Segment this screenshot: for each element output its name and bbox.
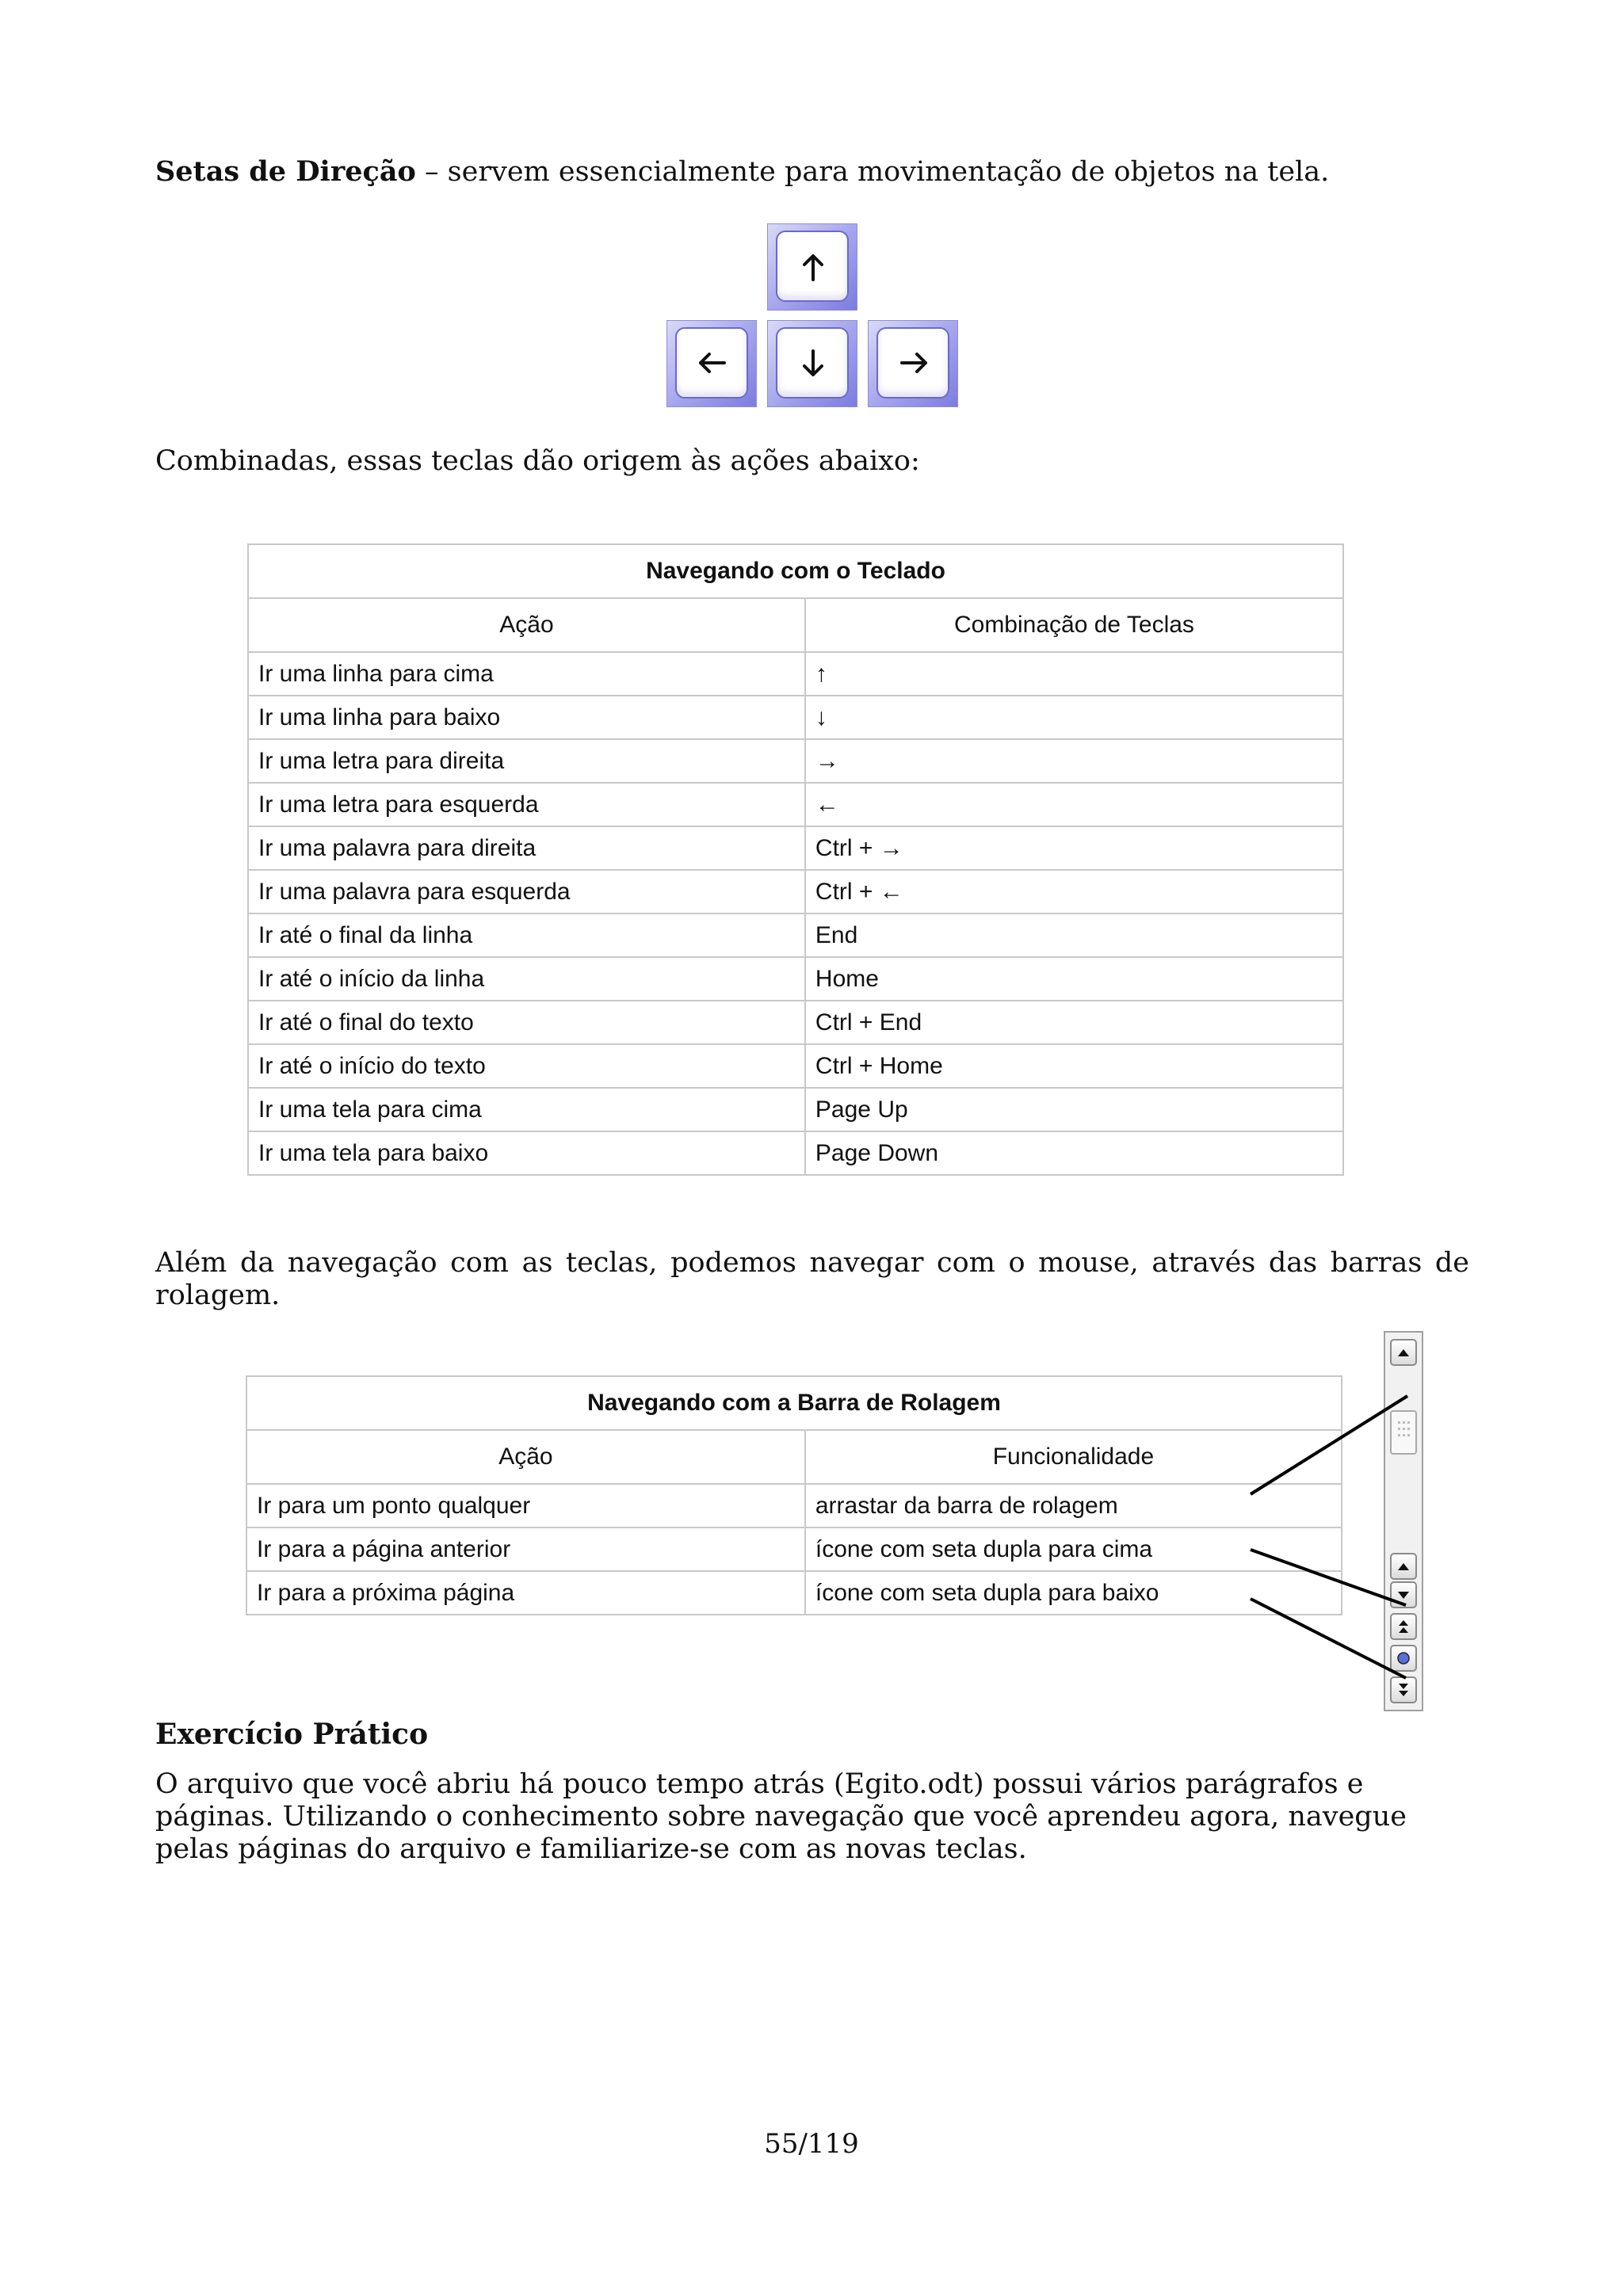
keys-cell: ↓ [805,696,1343,739]
keys-cell: Ctrl + Home [805,1044,1343,1088]
right-arrow-key [868,320,958,407]
navigator-icon [1390,1645,1417,1672]
table-row [248,1088,1343,1131]
scroll-line-down-icon [1390,1581,1417,1608]
down-arrow-key [767,320,857,407]
down-arrow-icon [768,321,858,408]
table-row [248,957,1343,1001]
scroll-line-up-icon [1390,1553,1417,1580]
function-cell: ícone com seta dupla para cima [805,1527,1342,1571]
column-header-keys: Combinação de Teclas [805,598,1343,652]
scrollbar-navigation-table [246,1375,1342,1615]
action-cell: Ir uma letra para esquerda [248,783,805,826]
keyboard-table-title: Navegando com o Teclado [248,544,1343,598]
action-cell: Ir para a página anterior [246,1527,805,1571]
column-header-action: Ação [246,1430,805,1484]
action-cell: Ir para um ponto qualquer [246,1484,805,1527]
column-header-action: Ação [248,598,805,652]
intro-paragraph [155,155,1469,189]
action-cell: Ir uma tela para cima [248,1088,805,1131]
action-cell: Ir uma letra para direita [248,739,805,783]
combined-paragraph: Combinadas, essas teclas dão origem às ações abaixo: [155,445,920,477]
action-cell: Ir para a próxima página [246,1571,805,1615]
double-down-arrow-icon [1390,1676,1417,1703]
up-arrow-icon [768,224,858,311]
keys-cell: Page Down [805,1131,1343,1175]
function-cell: ícone com seta dupla para baixo [805,1571,1342,1615]
action-cell: Ir uma palavra para esquerda [248,870,805,913]
action-cell: Ir uma linha para cima [248,652,805,696]
table-row [248,1044,1343,1088]
action-cell: Ir até o início do texto [248,1044,805,1088]
keys-cell: Ctrl + End [805,1001,1343,1044]
page-number: 55/119 [764,2128,859,2160]
table-row [248,826,1343,870]
table-row [248,652,1343,696]
left-arrow-key [666,320,757,407]
table-row [248,783,1343,826]
table-row [248,739,1343,783]
intro-term: Setas de Direção [155,155,416,188]
exercise-heading: Exercício Prático [155,1718,429,1751]
table-row [248,1131,1343,1175]
table-row [248,1001,1343,1044]
action-cell: Ir uma palavra para direita [248,826,805,870]
function-cell: arrastar da barra de rolagem [805,1484,1342,1527]
action-cell: Ir até o início da linha [248,957,805,1001]
scrollbar-illustration [1384,1331,1423,1711]
action-cell: Ir até o final do texto [248,1001,805,1044]
keys-cell: → [805,739,1343,783]
keys-cell: End [805,913,1343,957]
table-row [246,1527,1342,1571]
up-arrow-key [767,223,857,311]
right-arrow-icon [869,321,959,408]
action-cell: Ir uma linha para baixo [248,696,805,739]
action-cell: Ir até o final da linha [248,913,805,957]
table-row [246,1571,1342,1615]
table-row [248,913,1343,957]
keys-cell: Page Up [805,1088,1343,1131]
action-cell: Ir uma tela para baixo [248,1131,805,1175]
keys-cell: Ctrl + ← [805,870,1343,913]
keys-cell: ← [805,783,1343,826]
scroll-table-title: Navegando com a Barra de Rolagem [246,1376,1342,1430]
column-header-function: Funcionalidade [805,1430,1342,1484]
table-row [248,696,1343,739]
table-row [246,1484,1342,1527]
keyboard-navigation-table [247,543,1344,1176]
mouse-paragraph: Além da navegação com as teclas, podemos navegar com o mouse, através das barras de rolagem. [155,1247,1469,1311]
keys-cell: ↑ [805,652,1343,696]
left-arrow-icon [667,321,758,408]
keys-cell: Home [805,957,1343,1001]
scroll-up-icon [1390,1339,1417,1366]
keys-cell: Ctrl + → [805,826,1343,870]
exercise-paragraph: O arquivo que você abriu há pouco tempo atrás (Egito.odt) possui vários parágrafos e páginas. Utilizando o conhecimento sobre navegação que você aprendeu agora, navegue pelas páginas do arquivo e familiarize-se com as novas teclas. [155,1768,1407,1865]
scroll-thumb-icon [1390,1410,1417,1455]
double-up-arrow-icon [1390,1613,1417,1640]
table-row [248,870,1343,913]
intro-description: – servem essencialmente para movimentação de objetos na tela. [415,156,1330,188]
